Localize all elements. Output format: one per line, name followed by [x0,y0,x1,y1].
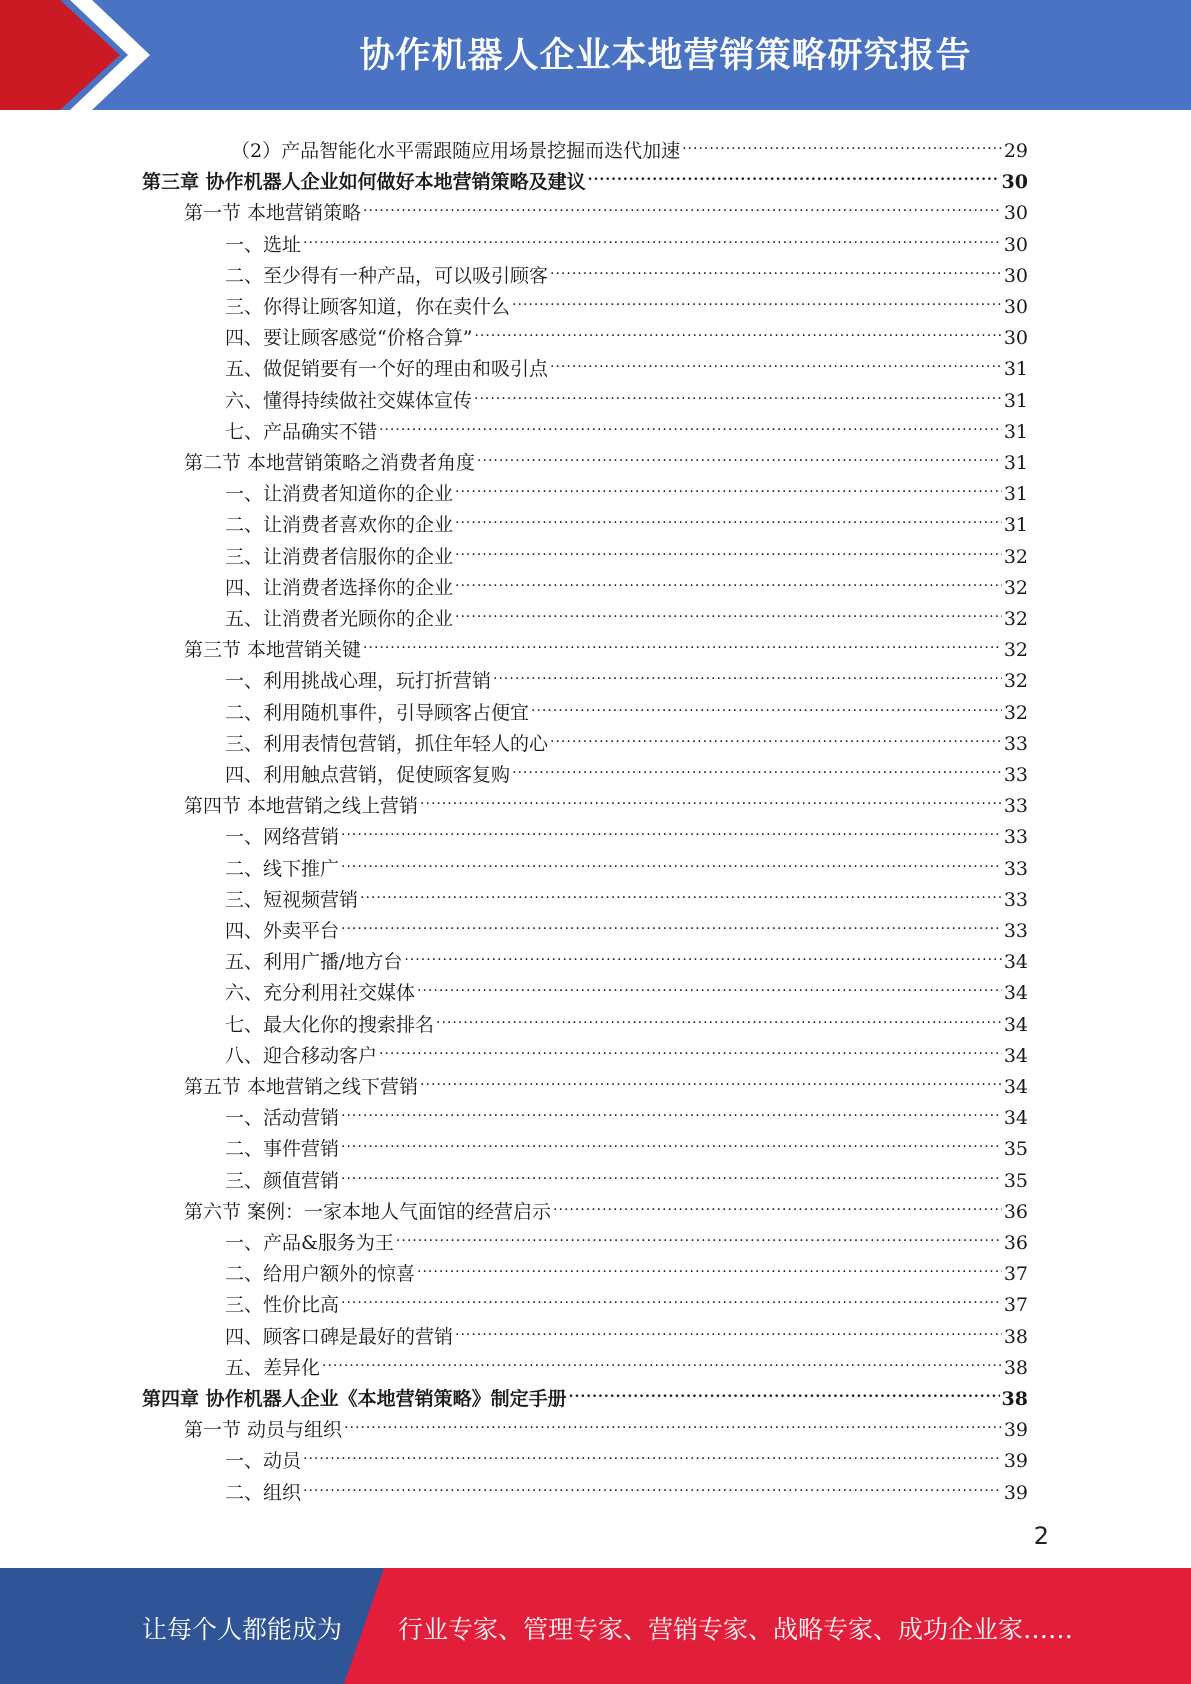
header-arrow-decoration [0,0,160,110]
toc-entry[interactable] [0,438,1028,474]
toc-entry-title: 二、事件营销 [225,1138,340,1161]
toc-entry-page-number: 32 [1003,701,1028,724]
toc-entry-title: 一、选址 [225,233,302,256]
toc-entry[interactable] [0,1312,1028,1348]
toc-dot-leader [341,906,1002,937]
toc-dot-leader [553,1187,1002,1218]
page-header [0,0,1191,110]
toc-entry-page-number: 30 [1003,202,1028,225]
toc-entry[interactable] [0,750,1028,786]
toc-entry-page-number: 30 [1001,171,1028,194]
toc-dot-leader [455,594,1002,625]
toc-entry-page-number: 29 [1003,140,1028,162]
toc-entry-page-number: 33 [1003,888,1028,911]
toc-entry-title: 三、性价比高 [225,1294,340,1317]
toc-entry-title: 一、活动营销 [225,1107,340,1130]
toc-dot-leader [341,1093,1002,1124]
toc-entry[interactable] [0,1031,1028,1067]
toc-entry-title: 三、短视频营销 [225,888,359,911]
toc-entry[interactable] [0,376,1028,412]
toc-entry[interactable] [0,1436,1028,1473]
toc-entry-page-number: 34 [1003,1107,1028,1130]
toc-dot-leader [531,688,1002,719]
toc-dot-leader [550,251,1002,282]
toc-entry-page-number: 38 [1003,1356,1028,1379]
toc-entry-page-number: 33 [1003,826,1028,849]
toc-dot-leader [569,1374,1000,1405]
toc-entry[interactable] [0,937,1028,974]
toc-entry[interactable] [0,875,1028,911]
toc-entry[interactable] [0,344,1028,381]
toc-entry-page-number: 34 [1003,1076,1028,1098]
toc-entry-page-number: 35 [1003,1138,1028,1161]
toc-entry-title: 四、外卖平台 [225,920,340,942]
toc-entry[interactable] [0,532,1028,568]
toc-entry-title: 第四章 协作机器人企业《本地营销策略》制定手册 [142,1388,567,1410]
toc-dot-leader [303,1436,1002,1467]
toc-dot-leader [341,1156,1002,1187]
toc-entry[interactable] [0,1000,1028,1036]
toc-dot-leader [341,844,1002,875]
toc-entry-title: 一、网络营销 [225,826,340,849]
toc-dot-leader [474,313,1001,344]
toc-entry[interactable] [0,719,1028,755]
toc-entry[interactable] [0,188,1028,225]
toc-entry-title: 七、产品确实不错 [225,420,378,443]
toc-entry[interactable] [0,688,1028,724]
toc-entry[interactable] [0,1124,1028,1161]
toc-entry-title: 三、让消费者信服你的企业 [225,545,454,568]
toc-entry-title: 二、线下推广 [225,857,340,880]
toc-entry-page-number: 30 [1003,233,1028,256]
toc-entry[interactable] [0,1187,1028,1223]
toc-entry-page-number: 31 [1003,420,1028,443]
toc-entry-page-number: 33 [1003,795,1028,818]
toc-entry-title: 七、最大化你的搜索排名 [225,1013,435,1036]
toc-entry[interactable] [0,1343,1028,1379]
toc-entry[interactable] [0,563,1028,599]
toc-entry-title: 第一节 动员与组织 [184,1419,343,1442]
toc-entry-page-number: 34 [1003,1044,1028,1067]
toc-entry[interactable] [0,1249,1028,1286]
page-number: 2 [1033,1522,1049,1550]
toc-dot-leader [341,1124,1002,1155]
footer-slogan-left: 让每个人都能成为 [142,1615,343,1644]
toc-entry[interactable] [0,594,1028,630]
toc-entry-page-number: 36 [1003,1200,1028,1223]
toc-dot-leader [455,469,1002,500]
toc-entry[interactable] [0,157,1028,194]
toc-entry[interactable] [0,781,1028,818]
toc-entry-page-number: 31 [1003,358,1028,381]
toc-entry-title: 三、颜值营销 [225,1169,340,1192]
toc-dot-leader [455,563,1002,594]
toc-dot-leader [436,1000,1002,1031]
toc-entry-title: 二、利用随机事件，引导顾客占便宜 [225,701,530,724]
toc-entry-page-number: 32 [1003,576,1028,599]
toc-dot-leader [341,1280,1002,1311]
toc-entry-page-number: 36 [1003,1232,1028,1254]
toc-dot-leader [455,532,1002,563]
toc-entry-page-number: 32 [1003,670,1028,693]
toc-entry-title: 六、充分利用社交媒体 [225,982,416,1005]
toc-dot-leader [360,875,1002,906]
toc-entry-title: 五、利用广播/地方台 [225,951,403,974]
toc-entry-title: 第三章 协作机器人企业如何做好本地营销策略及建议 [142,171,586,194]
toc-entry-title: 四、利用触点营销，促使顾客复购 [225,764,511,786]
toc-dot-leader [322,1343,1002,1374]
toc-entry-title: 第四节 本地营销之线上营销 [184,795,419,818]
toc-entry[interactable] [0,656,1028,693]
toc-entry-page-number: 33 [1003,732,1028,755]
toc-entry-title: 二、组织 [225,1481,302,1504]
toc-entry-title: 一、产品&服务为王 [225,1232,394,1254]
toc-entry-page-number: 39 [1003,1419,1028,1442]
toc-entry-page-number: 38 [1003,1325,1028,1348]
toc-entry-page-number: 32 [1003,545,1028,568]
toc-entry[interactable] [0,1093,1028,1130]
toc-entry[interactable] [0,282,1028,318]
toc-entry[interactable] [0,220,1028,256]
toc-entry-title: 五、让消费者光顾你的企业 [225,608,454,630]
toc-entry[interactable] [0,1468,1028,1504]
toc-entry-title: 二、让消费者喜欢你的企业 [225,514,454,537]
toc-entry[interactable] [0,251,1028,287]
toc-entry-title: 四、让消费者选择你的企业 [225,576,454,599]
toc-dot-leader [417,1249,1002,1280]
document-title: 协作机器人企业本地营销策略研究报告 [359,36,972,76]
toc-entry-title: 一、让消费者知道你的企业 [225,483,454,506]
toc-entry[interactable] [0,1062,1028,1098]
toc-dot-leader [341,812,1002,843]
toc-entry-title: 一、动员 [225,1450,302,1473]
toc-entry[interactable] [0,126,1028,162]
page-footer [0,1568,1191,1684]
toc-entry[interactable] [0,1405,1028,1442]
toc-entry[interactable] [0,1280,1028,1317]
toc-dot-leader [379,1031,1002,1062]
toc-dot-leader [588,157,1000,188]
toc-dot-leader [303,220,1002,251]
toc-entry-page-number: 30 [1003,296,1028,318]
toc-entry-title: 第五节 本地营销之线下营销 [184,1076,419,1098]
toc-dot-leader [420,1062,1002,1093]
toc-entry-page-number: 39 [1003,1481,1028,1504]
toc-entry-title: 第二节 本地营销策略之消费者角度 [184,452,476,474]
toc-entry-page-number: 30 [1003,264,1028,287]
toc-entry-title: 五、差异化 [225,1356,321,1379]
toc-entry[interactable] [0,906,1028,942]
toc-dot-leader [303,1468,1002,1499]
toc-entry-page-number: 38 [1001,1388,1028,1410]
toc-dot-leader [512,750,1002,781]
toc-entry-title: 二、至少得有一种产品，可以吸引顾客 [225,264,549,287]
toc-entry[interactable] [0,968,1028,1005]
toc-entry[interactable] [0,407,1028,443]
toc-entry-title: 一、利用挑战心理，玩打折营销 [225,670,492,693]
toc-entry-page-number: 39 [1003,1450,1028,1473]
toc-entry-page-number: 35 [1003,1169,1028,1192]
toc-entry-title: 八、迎合移动客户 [225,1044,378,1067]
toc-entry-title: 六、懂得持续做社交媒体宣传 [225,389,473,412]
toc-entry[interactable] [0,500,1028,537]
toc-dot-leader [474,376,1002,407]
toc-dot-leader [404,937,1001,968]
toc-entry-title: 第三节 本地营销关键 [184,639,362,662]
toc-dot-leader [455,1312,1002,1343]
toc-entry-page-number: 37 [1003,1294,1028,1317]
toc-entry-title: 二、给用户额外的惊喜 [225,1263,416,1286]
toc-entry-page-number: 33 [1003,920,1028,942]
toc-dot-leader [682,126,1002,157]
toc-dot-leader [379,407,1002,438]
footer-slogan-right: 行业专家、管理专家、营销专家、战略专家、成功企业家…… [398,1615,1074,1644]
toc-entry-title: 四、顾客口碑是最好的营销 [225,1325,454,1348]
toc-entry-page-number: 31 [1003,514,1028,537]
toc-entry-title: 第一节 本地营销策略 [184,202,362,225]
toc-dot-leader [512,282,1002,313]
toc-entry-page-number: 31 [1003,483,1028,506]
toc-dot-leader [493,656,1002,687]
toc-entry-title: 五、做促销要有一个好的理由和吸引点 [225,358,549,381]
toc-entry-page-number: 32 [1003,639,1028,662]
toc-dot-leader [477,438,1002,469]
toc-dot-leader [420,781,1002,812]
toc-entry[interactable] [0,469,1028,506]
toc-entry[interactable] [0,844,1028,880]
toc-entry-page-number: 33 [1003,764,1028,786]
toc-dot-leader [396,1218,1002,1249]
toc-entry-title: 四、要让顾客感觉“价格合算” [225,327,473,350]
toc-entry-page-number: 31 [1003,452,1028,474]
toc-dot-leader [550,719,1002,750]
toc-dot-leader [363,188,1002,219]
toc-dot-leader [363,625,1002,656]
toc-entry[interactable] [0,812,1028,849]
toc-entry-page-number: 30 [1003,327,1028,350]
toc-entry-page-number: 31 [1003,389,1028,412]
toc-entry-page-number: 33 [1003,857,1028,880]
toc-entry[interactable] [0,1374,1028,1410]
toc-entry-page-number: 32 [1003,608,1028,630]
toc-entry-page-number: 34 [1003,1013,1028,1036]
toc-entry-page-number: 34 [1003,951,1028,974]
toc-entry[interactable] [0,1156,1028,1192]
toc-entry[interactable] [0,625,1028,662]
toc-entry-page-number: 37 [1003,1263,1028,1286]
toc-entry-title: 三、你得让顾客知道，你在卖什么 [225,296,511,318]
toc-entry[interactable] [0,313,1028,350]
toc-entry-title: （2）产品智能化水平需跟随应用场景挖掘而迭代加速 [231,140,681,162]
toc-dot-leader [344,1405,1002,1436]
toc-entry[interactable] [0,1218,1028,1254]
toc-entry-title: 第六节 案例：一家本地人气面馆的经营启示 [184,1200,552,1223]
toc-dot-leader [550,344,1002,375]
toc-dot-leader [417,968,1002,999]
toc-dot-leader [455,500,1002,531]
toc-entry-title: 三、利用表情包营销，抓住年轻人的心 [225,732,549,755]
toc-entry-page-number: 34 [1003,982,1028,1005]
